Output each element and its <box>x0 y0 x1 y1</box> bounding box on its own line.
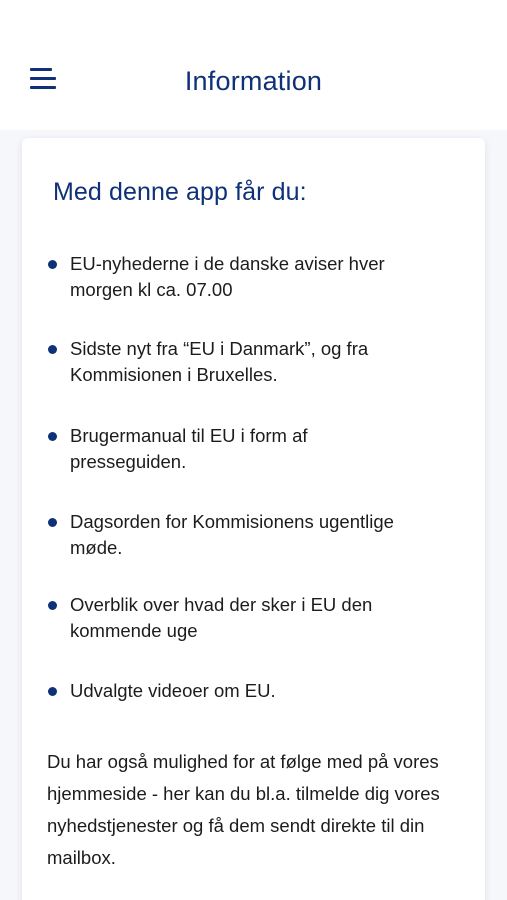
list-item-text: Brugermanual til EU i form af presseguiden. <box>70 425 308 472</box>
bullet-icon <box>48 601 57 610</box>
card-heading: Med denne app får du: <box>53 178 307 206</box>
page-title: Information <box>184 66 323 96</box>
bullet-icon <box>48 432 57 441</box>
bullet-icon <box>48 518 57 527</box>
top-app-bar <box>0 0 507 130</box>
list-item-text: Udvalgte videoer om EU. <box>70 680 276 701</box>
bullet-icon <box>48 345 57 354</box>
list-item-text: Overblik over hvad der sker i EU den kommende uge <box>70 594 373 641</box>
info-card <box>22 138 485 900</box>
bullet-icon <box>48 687 57 696</box>
list-item <box>48 423 418 475</box>
list-item <box>48 678 418 704</box>
list-item <box>48 251 418 303</box>
list-item <box>48 336 418 388</box>
list-item <box>48 592 418 644</box>
bullet-icon <box>48 260 57 269</box>
list-item-text: EU-nyhederne i de danske aviser hver morgen kl ca. 07.00 <box>70 253 385 300</box>
list-item <box>48 509 418 561</box>
website-info-paragraph: Du har også mulighed for at følge med på vores hjemmeside - her kan du bl.a. tilmelde dig vores nyhedstjenester og få dem sendt direkte til din mailbox. <box>47 751 440 868</box>
list-item-text: Sidste nyt fra “EU i Danmark”, og fra Kommisionen i Bruxelles. <box>70 338 369 385</box>
list-item-text: Dagsorden for Kommisionens ugentlige møde. <box>70 511 394 558</box>
